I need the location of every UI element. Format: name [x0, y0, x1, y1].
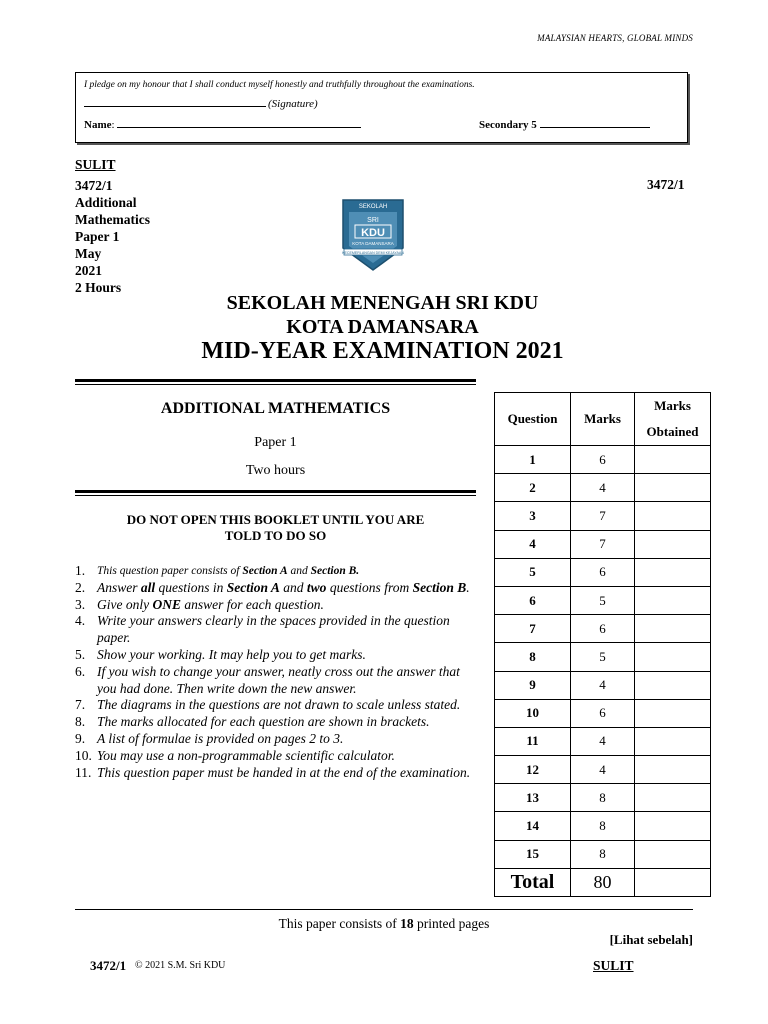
code-line: 3472/1: [75, 178, 113, 193]
marks-row: [495, 727, 711, 755]
instruction-fragment: This question paper consists of: [97, 565, 243, 577]
instruction-number: 2.: [75, 579, 86, 595]
marks-row: [495, 558, 711, 586]
instruction-text: [97, 731, 475, 748]
svg-text:SEKOLAH: SEKOLAH: [358, 204, 388, 210]
question-marks: 8: [571, 784, 635, 812]
instruction-fragment: Section A: [226, 579, 280, 595]
footer-copyright: © 2021 S.M. Sri KDU: [135, 960, 226, 971]
divider-thick: [75, 379, 476, 382]
marks-table: [494, 392, 711, 897]
turn-over-note: [Lihat sebelah]: [609, 932, 693, 947]
instructions-list: [75, 563, 475, 781]
instruction-text: [97, 697, 475, 714]
warning-notice: [75, 512, 476, 544]
footer-code: 3472/1: [90, 958, 127, 973]
question-marks: 4: [571, 756, 635, 784]
instruction-number: 6.: [75, 663, 86, 679]
marks-obtained-cell[interactable]: [635, 699, 711, 727]
marks-obtained-cell[interactable]: [635, 671, 711, 699]
instruction-fragment: Section A: [242, 565, 288, 577]
question-number: 3: [495, 502, 571, 530]
code-line: May: [75, 246, 102, 261]
code-line: Paper 1: [75, 229, 120, 244]
instruction-fragment: answer for each question.: [181, 596, 324, 612]
instruction-fragment: Section B: [412, 579, 467, 595]
code-line: Additional: [75, 195, 137, 210]
instruction-item: [75, 765, 475, 782]
marks-obtained-cell[interactable]: [635, 530, 711, 558]
question-marks: 8: [571, 812, 635, 840]
exam-title: MID-YEAR EXAMINATION 2021: [201, 338, 564, 364]
instruction-number: 8.: [75, 714, 86, 730]
instruction-text: [97, 748, 475, 765]
instruction-item: [75, 697, 475, 714]
marks-obtained-cell[interactable]: [635, 446, 711, 474]
instruction-fragment: all: [140, 579, 156, 595]
instruction-fragment: .: [466, 579, 470, 595]
divider-thin: [75, 495, 476, 496]
signature-label: (Signature): [268, 98, 318, 110]
code-line: Mathematics: [75, 212, 150, 227]
instruction-text: [97, 563, 475, 580]
subject-title: ADDITIONAL MATHEMATICS: [160, 400, 391, 417]
name-line: Name:: [84, 119, 361, 131]
instruction-fragment: The diagrams in the questions are not drawn to scale unless stated.: [97, 697, 461, 713]
warning-line: DO NOT OPEN THIS BOOKLET UNTIL YOU ARE: [126, 512, 425, 527]
marks-row: [495, 643, 711, 671]
question-marks: 5: [571, 586, 635, 614]
instruction-text: [97, 580, 475, 597]
marks-obtained-cell[interactable]: [635, 840, 711, 868]
col-header-marks: Marks: [571, 393, 635, 446]
instruction-item: [75, 597, 475, 614]
question-number: 14: [495, 812, 571, 840]
paper-code-right: 3472/1: [647, 177, 685, 192]
instruction-item: [75, 748, 475, 765]
name-label: Name: [84, 119, 112, 131]
school-location: KOTA DAMANSARA: [286, 316, 479, 338]
marks-row: [495, 840, 711, 868]
question-number: 6: [495, 586, 571, 614]
school-motto: MALAYSIAN HEARTS, GLOBAL MINDS: [537, 33, 693, 43]
question-number: 15: [495, 840, 571, 868]
marks-row: [495, 784, 711, 812]
instruction-number: 5.: [75, 646, 86, 662]
pledge-statement: I pledge on my honour that I shall conduct myself honestly and truthfully throughout the examinations.: [84, 80, 475, 90]
marks-obtained-cell[interactable]: [635, 558, 711, 586]
question-marks: 6: [571, 699, 635, 727]
question-number: 8: [495, 643, 571, 671]
instruction-item: [75, 580, 475, 597]
marks-obtained-cell[interactable]: [635, 502, 711, 530]
instruction-fragment: If you wish to change your answer, neatly cross out the answer that you had done. Then write down the new answer.: [97, 663, 460, 696]
instruction-item: [75, 647, 475, 664]
pages-suffix: printed pages: [413, 916, 490, 931]
marks-obtained-cell[interactable]: [635, 586, 711, 614]
question-marks: 4: [571, 727, 635, 755]
school-crest-logo: [338, 196, 408, 272]
page-count-note: [75, 916, 693, 932]
question-number: 5: [495, 558, 571, 586]
code-line: 2021: [75, 263, 102, 278]
question-number: 11: [495, 727, 571, 755]
question-marks: 6: [571, 558, 635, 586]
marks-obtained-cell[interactable]: [635, 615, 711, 643]
marks-row: [495, 812, 711, 840]
marks-row: [495, 756, 711, 784]
instruction-fragment: Answer: [97, 579, 141, 595]
question-number: 10: [495, 699, 571, 727]
classification-bottom: SULIT: [593, 958, 634, 973]
divider-thick: [75, 490, 476, 493]
instruction-fragment: Show your working. It may help you to get marks.: [97, 646, 366, 662]
obtained-line: Marks: [654, 398, 691, 413]
name-blank[interactable]: [117, 127, 361, 128]
paper-code-block: [75, 177, 150, 296]
instruction-fragment: questions from: [326, 579, 413, 595]
signature-line: [84, 98, 318, 110]
col-header-question: Question: [495, 393, 571, 446]
instruction-number: 10.: [75, 747, 92, 763]
question-number: 1: [495, 446, 571, 474]
svg-text:KDU: KDU: [361, 227, 385, 239]
total-row: [495, 868, 711, 896]
instruction-number: 7.: [75, 697, 86, 713]
question-marks: 6: [571, 615, 635, 643]
question-marks: 7: [571, 502, 635, 530]
marks-obtained-cell[interactable]: [635, 784, 711, 812]
marks-obtained-cell[interactable]: [635, 474, 711, 502]
question-marks: 4: [571, 671, 635, 699]
paper-duration: Two hours: [245, 463, 306, 478]
marks-row: [495, 699, 711, 727]
school-name: SEKOLAH MENENGAH SRI KDU: [226, 292, 539, 314]
instruction-fragment: The marks allocated for each question are shown in brackets.: [97, 714, 430, 730]
marks-row: [495, 530, 711, 558]
marks-row: [495, 446, 711, 474]
marks-row: [495, 502, 711, 530]
instruction-fragment: Write your answers clearly in the spaces provided in the question paper.: [97, 613, 450, 646]
instruction-item: [75, 731, 475, 748]
instruction-text: [97, 613, 475, 647]
instruction-fragment: This question paper must be handed in at the end of the examination.: [97, 764, 471, 780]
secondary-line: [479, 119, 650, 131]
instruction-fragment: A list of formulae is provided on pages 2 to 3.: [97, 730, 344, 746]
svg-text:SRI: SRI: [367, 217, 379, 224]
total-label: Total: [495, 868, 571, 896]
marks-row: [495, 615, 711, 643]
question-number: 12: [495, 756, 571, 784]
instruction-fragment: Give only: [97, 596, 153, 612]
instruction-fragment: questions in: [155, 579, 227, 595]
secondary-blank[interactable]: [540, 127, 650, 128]
instruction-text: [97, 647, 475, 664]
instruction-fragment: and: [279, 579, 307, 595]
col-header-obtained: [635, 393, 711, 446]
instruction-text: [97, 664, 475, 698]
pages-prefix: This paper consists of: [278, 916, 401, 931]
instruction-item: [75, 714, 475, 731]
marks-row: [495, 474, 711, 502]
instruction-number: 9.: [75, 730, 86, 746]
question-number: 13: [495, 784, 571, 812]
code-line: 2 Hours: [75, 280, 122, 295]
instruction-number: 11.: [75, 764, 92, 780]
instruction-text: [97, 765, 475, 782]
secondary-label: Secondary 5: [479, 119, 537, 131]
instruction-item: [75, 563, 475, 580]
question-marks: 5: [571, 643, 635, 671]
question-number: 7: [495, 615, 571, 643]
honour-pledge-box: [75, 72, 688, 143]
pages-count: 18: [400, 916, 414, 931]
svg-text:KOTA DAMANSARA: KOTA DAMANSARA: [352, 241, 394, 246]
marks-table-header: [495, 393, 711, 446]
instruction-text: [97, 714, 475, 731]
question-marks: 6: [571, 446, 635, 474]
total-value: 80: [571, 868, 635, 896]
instruction-number: 4.: [75, 613, 86, 629]
instruction-fragment: and: [287, 565, 311, 577]
warning-line: TOLD TO DO SO: [224, 528, 327, 543]
instruction-number: 1.: [75, 563, 86, 578]
instruction-fragment: ONE: [152, 596, 181, 612]
paper-number: Paper 1: [254, 435, 297, 450]
question-number: 9: [495, 671, 571, 699]
marks-obtained-cell[interactable]: [635, 812, 711, 840]
marks-obtained-cell[interactable]: [635, 643, 711, 671]
marks-obtained-cell[interactable]: [635, 727, 711, 755]
marks-row: [495, 586, 711, 614]
instruction-fragment: Section B.: [310, 565, 360, 577]
divider-thin: [75, 384, 476, 385]
total-obtained-cell[interactable]: [635, 868, 711, 896]
marks-obtained-cell[interactable]: [635, 756, 711, 784]
svg-text:KECEMERLANGAN DEMI KEJAYAAN: KECEMERLANGAN DEMI KEJAYAAN: [342, 250, 404, 255]
instruction-number: 3.: [75, 596, 86, 612]
question-marks: 8: [571, 840, 635, 868]
obtained-line: Obtained: [646, 424, 699, 439]
marks-row: [495, 671, 711, 699]
instruction-item: [75, 613, 475, 647]
signature-blank[interactable]: [84, 106, 266, 107]
instruction-item: [75, 664, 475, 698]
instruction-fragment: two: [306, 579, 327, 595]
instruction-text: [97, 597, 475, 614]
question-number: 4: [495, 530, 571, 558]
question-number: 2: [495, 474, 571, 502]
question-marks: 4: [571, 474, 635, 502]
classification-top: SULIT: [75, 157, 116, 172]
instruction-fragment: You may use a non-programmable scientific calculator.: [97, 747, 395, 763]
footer-rule: [75, 909, 693, 910]
question-marks: 7: [571, 530, 635, 558]
